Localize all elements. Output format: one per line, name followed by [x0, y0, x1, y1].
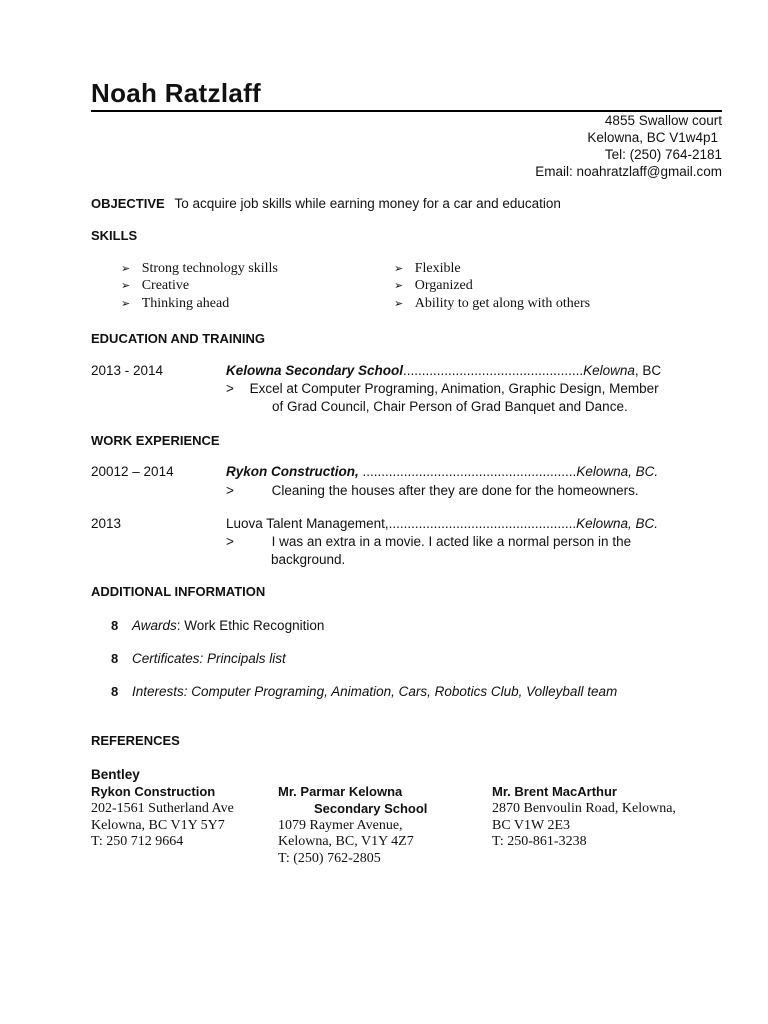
- job-detail-line1: I was an extra in a movie. I acted like a normal person in the: [271, 534, 632, 549]
- job-years: 2013: [91, 516, 122, 531]
- ref3-line3: T: 250-861-3238: [492, 834, 587, 849]
- job-location: Kelowna, BC.: [576, 464, 659, 479]
- arrow-icon: >: [226, 534, 234, 549]
- work-heading: WORK EXPERIENCE: [91, 433, 220, 448]
- header-rule: [91, 110, 722, 112]
- address-tel: Tel: (250) 764-2181: [604, 147, 722, 162]
- job-location: Kelowna, BC.: [576, 516, 658, 531]
- address-line2: Kelowna, BC V1w4p1: [587, 130, 718, 145]
- education-entry: [226, 363, 661, 378]
- ref2-line2: Kelowna, BC, V1Y 4Z7: [278, 834, 414, 849]
- school-location: Kelowna: [583, 363, 635, 378]
- arrow-icon: >: [226, 483, 234, 498]
- bullet-icon: 8: [111, 651, 119, 666]
- list-item: [111, 684, 617, 699]
- arrow-bullet-icon: ➢: [394, 280, 404, 292]
- education-detail-line2: of Grad Council, Chair Person of Grad Banquet and Dance.: [272, 399, 628, 414]
- arrow-icon: >: [226, 381, 234, 396]
- education-detail: [226, 381, 659, 396]
- arrow-bullet-icon: ➢: [121, 280, 131, 292]
- ref2-line1: 1079 Raymer Avenue,: [278, 818, 403, 833]
- ref2-name2: Secondary School: [314, 801, 428, 816]
- leader-dots: ................................................: [403, 363, 584, 378]
- address-email[interactable]: Email: noahratzlaff@gmail.com: [535, 164, 722, 179]
- arrow-bullet-icon: ➢: [121, 263, 131, 275]
- school-province: , BC: [634, 363, 662, 378]
- bullet-icon: 8: [111, 618, 119, 633]
- additional-heading: ADDITIONAL INFORMATION: [91, 584, 266, 599]
- list-item: [121, 278, 189, 294]
- company-name: Luova Talent Management,: [226, 516, 389, 531]
- job-entry: [226, 516, 658, 531]
- list-item: [394, 296, 590, 312]
- skill-label: Creative: [141, 278, 190, 293]
- school-name: Kelowna Secondary School: [226, 363, 404, 378]
- info-label: Certificates: Principals list: [132, 651, 286, 666]
- skill-label: Ability to get along with others: [414, 296, 591, 311]
- ref1-name2: Rykon Construction: [91, 784, 216, 799]
- education-years: 2013 - 2014: [91, 363, 164, 378]
- ref1-line2: Kelowna, BC V1Y 5Y7: [91, 818, 225, 833]
- skill-label: Flexible: [414, 261, 461, 276]
- address-line1: 4855 Swallow court: [604, 113, 722, 128]
- education-detail-line1: Excel at Computer Programing, Animation, Graphic Design, Member: [249, 381, 659, 396]
- leader-dots: .........................................................: [358, 464, 577, 479]
- skill-label: Organized: [414, 278, 473, 293]
- ref1-line1: 202-1561 Sutherland Ave: [91, 801, 234, 816]
- list-item: [111, 651, 286, 666]
- ref2-name1: Mr. Parmar Kelowna: [278, 784, 403, 799]
- objective-row: [91, 196, 561, 211]
- info-label: Awards: [132, 618, 177, 633]
- arrow-bullet-icon: ➢: [394, 263, 404, 275]
- info-rest: : Work Ethic Recognition: [176, 618, 325, 633]
- info-label: Interests: Computer Programing, Animation, Cars, Robotics Club, Volleyball team: [132, 684, 618, 699]
- arrow-bullet-icon: ➢: [394, 298, 404, 310]
- objective-heading: OBJECTIVE: [91, 196, 165, 211]
- ref2-line3: T: (250) 762-2805: [278, 851, 381, 866]
- job-entry: [226, 464, 658, 479]
- company-name: Rykon Construction,: [226, 464, 359, 479]
- objective-text: To acquire job skills while earning money for a car and education: [174, 196, 561, 211]
- ref3-line2: BC V1W 2E3: [492, 818, 571, 833]
- leader-dots: ..................................................: [388, 516, 577, 531]
- bullet-icon: 8: [111, 684, 119, 699]
- job-detail-line2: background.: [271, 552, 346, 567]
- ref1-line3: T: 250 712 9664: [91, 834, 184, 849]
- job-detail: [226, 534, 631, 549]
- skills-heading: SKILLS: [91, 228, 138, 243]
- resume-name: Noah Ratzlaff: [91, 78, 262, 108]
- job-detail-line1: Cleaning the houses after they are done for the homeowners.: [271, 483, 639, 498]
- ref1-name1: Bentley: [91, 767, 140, 782]
- list-item: [121, 296, 229, 312]
- list-item: [394, 261, 461, 277]
- skill-label: Thinking ahead: [141, 296, 230, 311]
- job-years: 20012 – 2014: [91, 464, 174, 479]
- ref3-name1: Mr. Brent MacArthur: [492, 784, 617, 799]
- arrow-bullet-icon: ➢: [121, 298, 131, 310]
- ref3-line1: 2870 Benvoulin Road, Kelowna,: [492, 801, 676, 816]
- job-detail: [226, 483, 639, 498]
- skill-label: Strong technology skills: [141, 261, 278, 276]
- list-item: [111, 618, 324, 633]
- references-heading: REFERENCES: [91, 733, 180, 748]
- list-item: [394, 278, 473, 294]
- education-heading: EDUCATION AND TRAINING: [91, 331, 266, 346]
- list-item: [121, 261, 278, 277]
